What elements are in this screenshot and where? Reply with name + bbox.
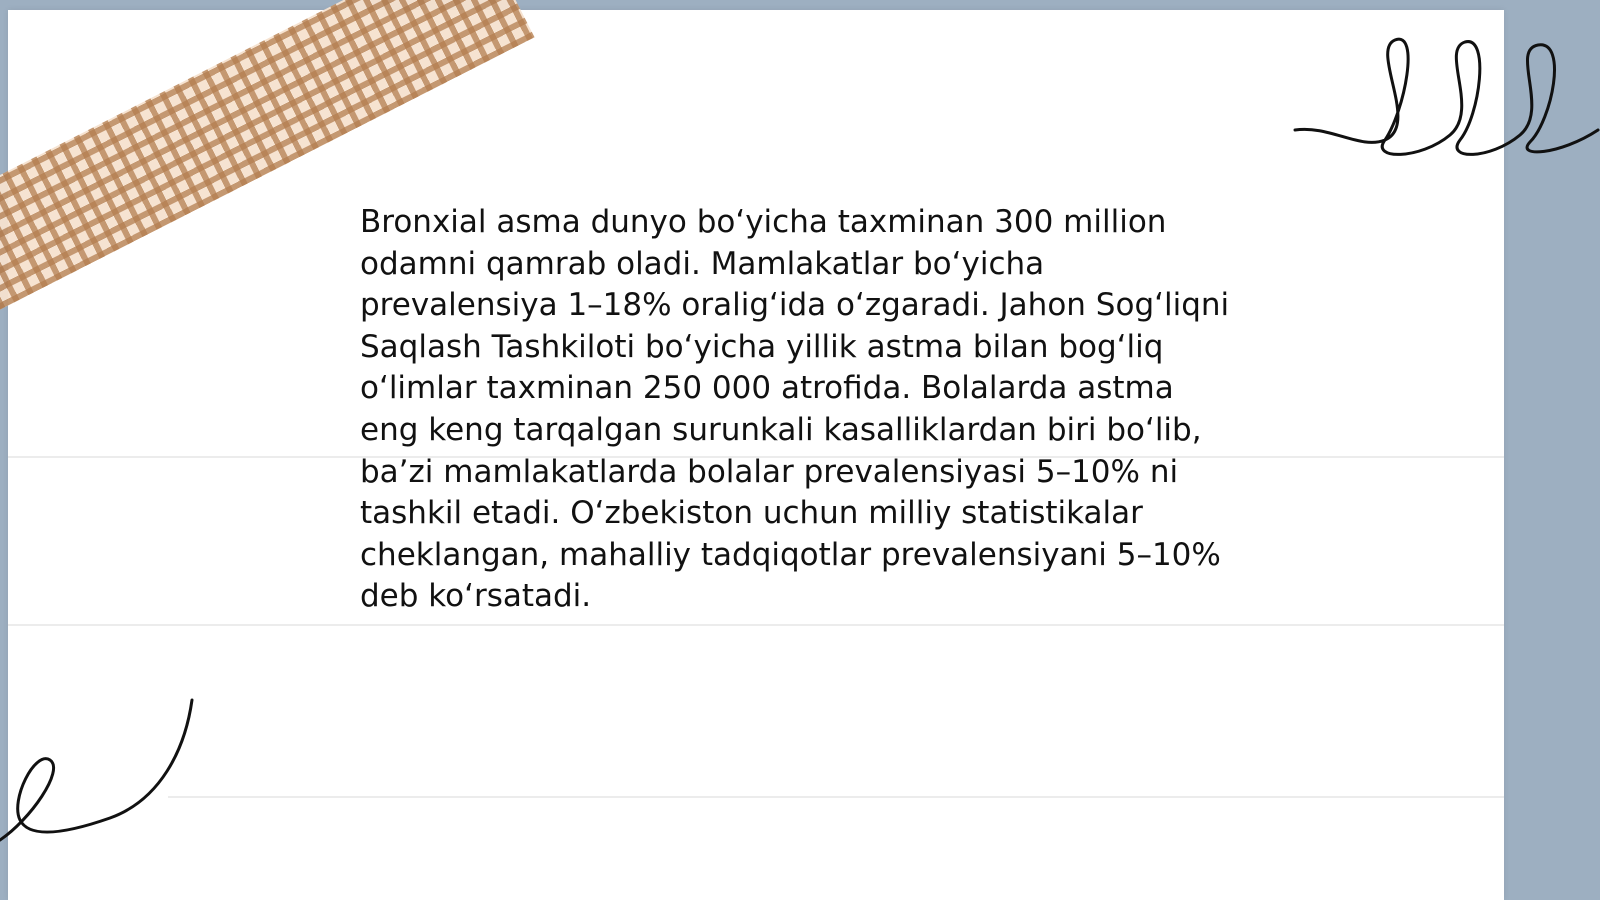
loop-swash-icon [0, 690, 200, 850]
loop-scribble-icon [1290, 30, 1600, 170]
slide-body-paragraph: Bronxial asma dunyo bo‘yicha taxminan 300 million odamni qamrab oladi. Mamlakatlar bo‘yicha prevalensiya 1–18% oralig‘ida o‘zgaradi. Jahon Sog‘liqni Saqlash Tashkiloti bo‘yicha yillik astma bilan bog‘liq o‘limlar taxminan 250 000 atrofida. Bolalarda astma eng keng tarqalgan surunkali kasalliklardan biri bo‘lib, ba’zi mamlakatlarda bolalar prevalensiyasi 5–10% ni tashkil etadi. O‘zbekiston uchun milliy statistikalar cheklangan, mahalliy tadqiqotlar prevalensiyani 5–10% deb ko‘rsatadi. [360, 204, 1230, 615]
paper-rule-line [8, 624, 1504, 626]
paper-rule-line [168, 796, 1504, 798]
